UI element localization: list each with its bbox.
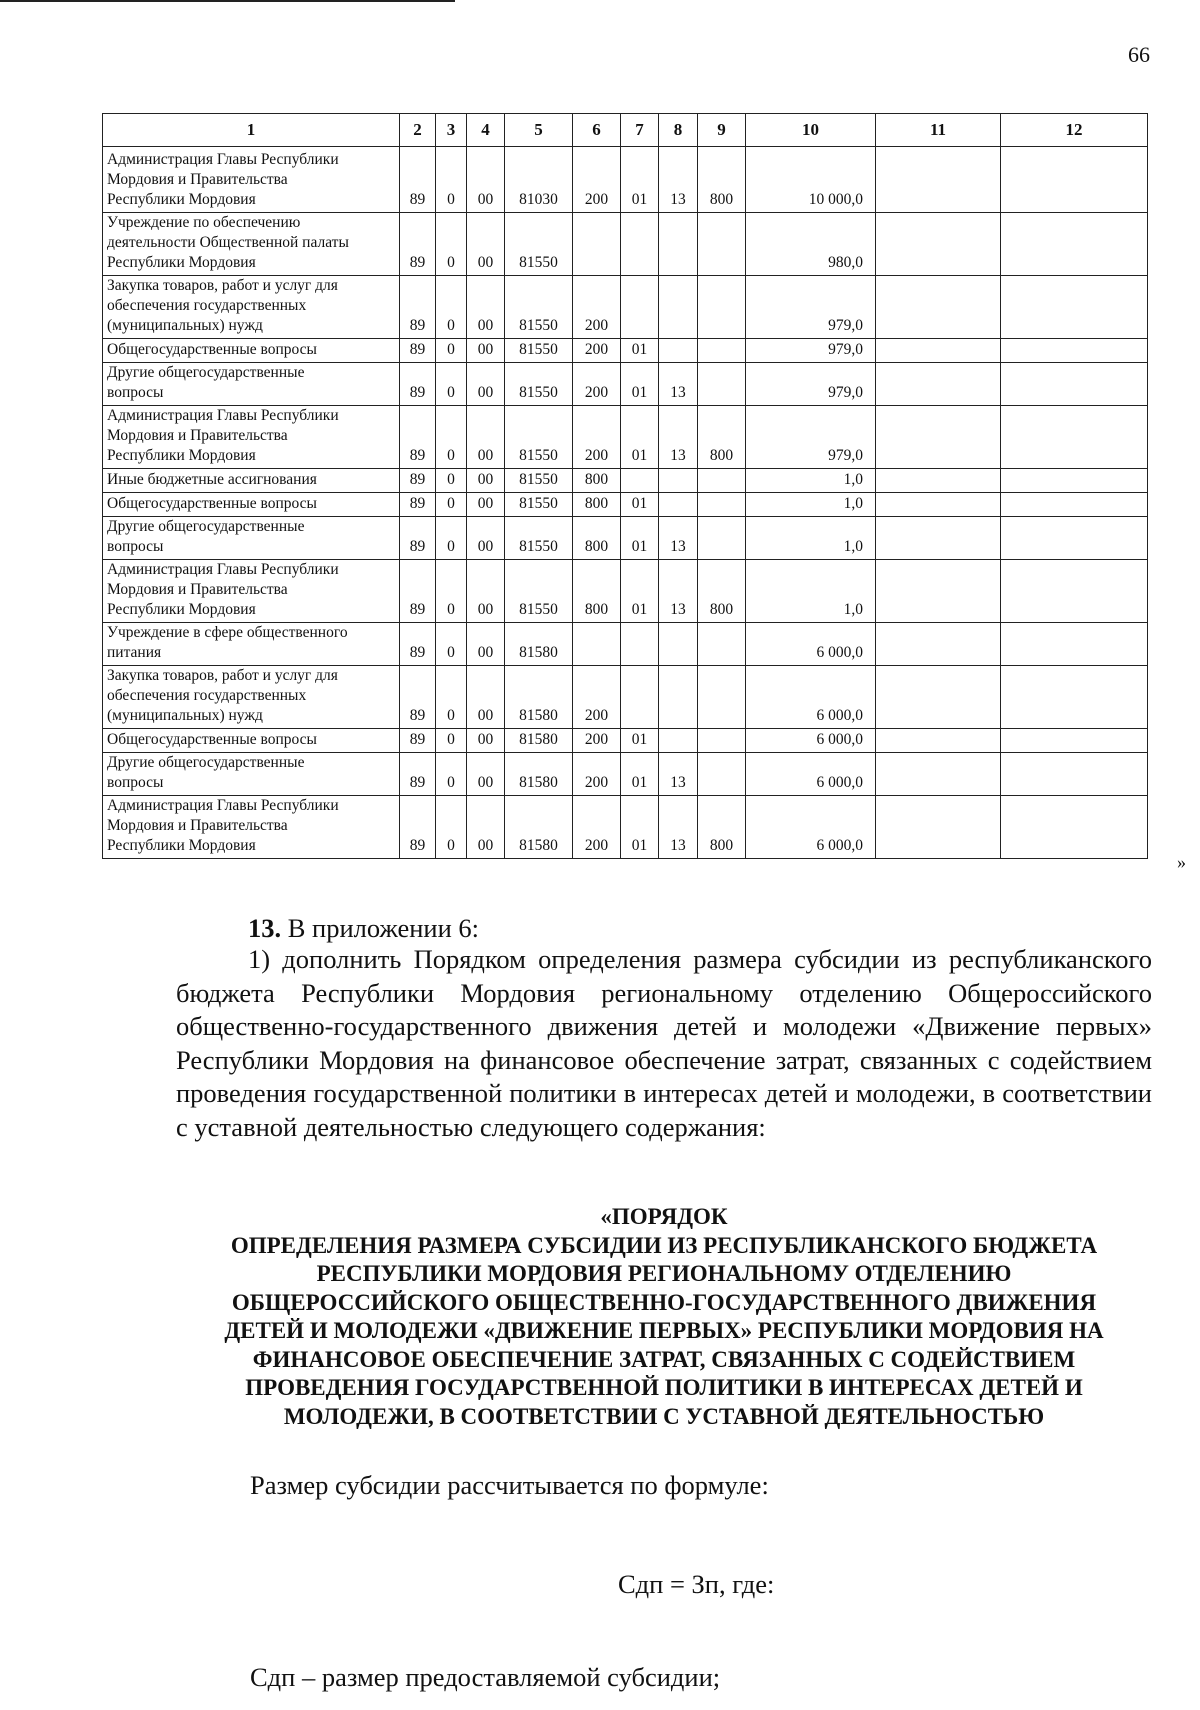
row-name-line: Республики Мордовия (107, 447, 256, 464)
table-body (103, 147, 1148, 859)
cell-c8 (659, 469, 698, 493)
cell-c5: 81580 (505, 729, 573, 753)
table-header-row (103, 114, 1148, 147)
order-title-line: РЕСПУБЛИКИ МОРДОВИЯ РЕГИОНАЛЬНОМУ ОТДЕЛЕНИЮ (316, 1261, 1012, 1286)
cell-c7 (621, 623, 659, 666)
cell-c2: 89 (400, 406, 436, 469)
cell-c4: 00 (467, 796, 505, 859)
cell-c12-empty (1001, 517, 1148, 560)
cell-c6 (573, 623, 621, 666)
row-name-line: Администрация Главы Республики (107, 561, 339, 578)
section-body: 1) дополнить Порядком определения размера субсидии из республиканского бюджета Республики Мордовия региональному отделению Общероссийского общественно-государственного движения детей и молодежи «Движение первых» Республики Мордовия на финансовое обеспечение затрат, связанных с содействием проведения государственной политики в интересах детей и молодежи, в соответствии с уставной деятельностью следующего содержания: (176, 944, 1152, 1142)
order-title-line: ОБЩЕРОССИЙСКОГО ОБЩЕСТВЕННО-ГОСУДАРСТВЕННОГО ДВИЖЕНИЯ (231, 1289, 1097, 1315)
row-name-cell (103, 469, 400, 493)
cell-c7: 01 (621, 147, 659, 213)
cell-c6: 800 (573, 493, 621, 517)
table-row (103, 339, 1148, 363)
cell-c4: 00 (467, 147, 505, 213)
cell-c3: 0 (436, 729, 467, 753)
cell-c5: 81580 (505, 796, 573, 859)
table-row (103, 623, 1148, 666)
cell-c3: 0 (436, 406, 467, 469)
top-border-line (0, 0, 455, 2)
cell-c3: 0 (436, 493, 467, 517)
row-name-line: Общегосударственные вопросы (107, 495, 317, 512)
row-name-line: Администрация Главы Республики (107, 151, 339, 168)
cell-c9: 800 (698, 796, 746, 859)
table-row (103, 796, 1148, 859)
order-title-line: «ПОРЯДОК (600, 1204, 728, 1229)
closing-quote: » (1177, 852, 1186, 872)
formula: Сдп = Зп, где: (618, 1569, 775, 1599)
row-name-line: Республики Мордовия (107, 191, 256, 208)
cell-c2: 89 (400, 276, 436, 339)
cell-c10: 6 000,0 (746, 729, 876, 753)
row-name-line: Мордовия и Правительства (107, 581, 288, 598)
row-name-line: Администрация Главы Республики (107, 797, 339, 814)
cell-c6: 200 (573, 147, 621, 213)
row-name-cell (103, 753, 400, 796)
cell-c6 (573, 213, 621, 276)
row-name-cell (103, 213, 400, 276)
cell-c6: 200 (573, 796, 621, 859)
cell-c10: 1,0 (746, 517, 876, 560)
cell-c7: 01 (621, 560, 659, 623)
order-title (176, 1203, 1152, 1431)
cell-c6: 200 (573, 363, 621, 406)
row-name-line: Республики Мордовия (107, 254, 256, 271)
cell-c11-empty (876, 363, 1001, 406)
cell-c12-empty (1001, 796, 1148, 859)
cell-c11-empty (876, 213, 1001, 276)
row-name-cell (103, 560, 400, 623)
page-number: 66 (1128, 42, 1150, 67)
cell-c7: 01 (621, 517, 659, 560)
cell-c9 (698, 753, 746, 796)
cell-c2: 89 (400, 517, 436, 560)
cell-c7 (621, 213, 659, 276)
row-name-line: обеспечения государственных (107, 297, 307, 314)
cell-c8 (659, 493, 698, 517)
cell-c11-empty (876, 469, 1001, 493)
cell-c4: 00 (467, 363, 505, 406)
cell-c8: 13 (659, 560, 698, 623)
row-name-line: Другие общегосударственные (107, 754, 305, 771)
cell-c5: 81550 (505, 469, 573, 493)
cell-c11-empty (876, 796, 1001, 859)
cell-c9 (698, 666, 746, 729)
cell-c6: 200 (573, 666, 621, 729)
cell-c5: 81550 (505, 493, 573, 517)
table-row (103, 753, 1148, 796)
cell-c9 (698, 623, 746, 666)
cell-c5: 81550 (505, 517, 573, 560)
cell-c10: 1,0 (746, 560, 876, 623)
column-header: 4 (467, 114, 505, 147)
cell-c5: 81550 (505, 339, 573, 363)
row-name-line: Администрация Главы Республики (107, 407, 339, 424)
cell-c12-empty (1001, 339, 1148, 363)
cell-c10: 1,0 (746, 493, 876, 517)
cell-c8: 13 (659, 406, 698, 469)
table-row (103, 213, 1148, 276)
cell-c9 (698, 493, 746, 517)
cell-c3: 0 (436, 796, 467, 859)
cell-c12-empty (1001, 213, 1148, 276)
formula-intro: Размер субсидии рассчитывается по формуле: (250, 1470, 769, 1500)
row-name-line: вопросы (107, 384, 164, 401)
cell-c12-empty (1001, 469, 1148, 493)
cell-c3: 0 (436, 517, 467, 560)
row-name-cell (103, 363, 400, 406)
row-name-line: (муниципальных) нужд (107, 317, 263, 334)
cell-c3: 0 (436, 560, 467, 623)
row-name-cell (103, 406, 400, 469)
row-name-line: Республики Мордовия (107, 837, 256, 854)
section-heading (248, 912, 1200, 946)
cell-c11-empty (876, 729, 1001, 753)
cell-c7: 01 (621, 406, 659, 469)
table-row (103, 666, 1148, 729)
cell-c4: 00 (467, 213, 505, 276)
cell-c8: 13 (659, 517, 698, 560)
cell-c12-empty (1001, 276, 1148, 339)
row-name-line: Общегосударственные вопросы (107, 341, 317, 358)
row-name-line: Республики Мордовия (107, 601, 256, 618)
cell-c2: 89 (400, 560, 436, 623)
row-name-cell (103, 276, 400, 339)
cell-c3: 0 (436, 753, 467, 796)
cell-c2: 89 (400, 666, 436, 729)
cell-c12-empty (1001, 406, 1148, 469)
cell-c7: 01 (621, 339, 659, 363)
cell-c4: 00 (467, 493, 505, 517)
cell-c11-empty (876, 666, 1001, 729)
row-name-line: вопросы (107, 774, 164, 791)
cell-c7 (621, 666, 659, 729)
section-number: 13. (248, 913, 282, 943)
table-row (103, 469, 1148, 493)
row-name-line: Мордовия и Правительства (107, 817, 288, 834)
cell-c4: 00 (467, 666, 505, 729)
cell-c8 (659, 213, 698, 276)
table-row (103, 276, 1148, 339)
cell-c4: 00 (467, 729, 505, 753)
cell-c5: 81550 (505, 406, 573, 469)
cell-c5: 81550 (505, 363, 573, 406)
cell-c3: 0 (436, 363, 467, 406)
cell-c6: 800 (573, 517, 621, 560)
cell-c10: 6 000,0 (746, 753, 876, 796)
cell-c4: 00 (467, 517, 505, 560)
cell-c3: 0 (436, 339, 467, 363)
row-name-cell (103, 623, 400, 666)
row-name-line: Общегосударственные вопросы (107, 731, 317, 748)
cell-c3: 0 (436, 213, 467, 276)
cell-c7: 01 (621, 796, 659, 859)
column-header: 8 (659, 114, 698, 147)
row-name-line: (муниципальных) нужд (107, 707, 263, 724)
cell-c8 (659, 339, 698, 363)
cell-c7: 01 (621, 753, 659, 796)
column-header: 6 (573, 114, 621, 147)
cell-c11-empty (876, 623, 1001, 666)
row-name-cell (103, 796, 400, 859)
row-name-line: обеспечения государственных (107, 687, 307, 704)
cell-c11-empty (876, 560, 1001, 623)
cell-c4: 00 (467, 753, 505, 796)
table-row (103, 363, 1148, 406)
cell-c2: 89 (400, 623, 436, 666)
table-row (103, 406, 1148, 469)
cell-c7: 01 (621, 363, 659, 406)
row-name-line: Мордовия и Правительства (107, 171, 288, 188)
cell-c4: 00 (467, 560, 505, 623)
cell-c11-empty (876, 147, 1001, 213)
cell-c10: 6 000,0 (746, 796, 876, 859)
cell-c10: 1,0 (746, 469, 876, 493)
cell-c8 (659, 729, 698, 753)
column-header: 1 (103, 114, 400, 147)
cell-c11-empty (876, 517, 1001, 560)
row-name-cell (103, 147, 400, 213)
cell-c10: 979,0 (746, 339, 876, 363)
cell-c4: 00 (467, 469, 505, 493)
order-title-line: ФИНАНСОВОЕ ОБЕСПЕЧЕНИЕ ЗАТРАТ, СВЯЗАННЫХ С СОДЕЙСТВИЕМ (252, 1346, 1076, 1372)
cell-c2: 89 (400, 729, 436, 753)
cell-c12-empty (1001, 753, 1148, 796)
cell-c9 (698, 729, 746, 753)
column-header: 2 (400, 114, 436, 147)
cell-c6: 200 (573, 406, 621, 469)
cell-c9 (698, 469, 746, 493)
row-name-cell (103, 517, 400, 560)
row-name-cell (103, 666, 400, 729)
cell-c4: 00 (467, 623, 505, 666)
row-name-line: вопросы (107, 538, 164, 555)
cell-c5: 81030 (505, 147, 573, 213)
column-header: 11 (876, 114, 1001, 147)
order-title-line: ПРОВЕДЕНИЯ ГОСУДАРСТВЕННОЙ ПОЛИТИКИ В ИНТЕРЕСАХ ДЕТЕЙ И (245, 1375, 1083, 1400)
cell-c2: 89 (400, 339, 436, 363)
cell-c12-empty (1001, 729, 1148, 753)
cell-c11-empty (876, 753, 1001, 796)
cell-c2: 89 (400, 796, 436, 859)
order-title-line: ДЕТЕЙ И МОЛОДЕЖИ «ДВИЖЕНИЕ ПЕРВЫХ» РЕСПУБЛИКИ МОРДОВИЯ НА (224, 1318, 1104, 1343)
cell-c12-empty (1001, 666, 1148, 729)
cell-c7 (621, 276, 659, 339)
cell-c6: 200 (573, 339, 621, 363)
cell-c3: 0 (436, 469, 467, 493)
cell-c6: 800 (573, 469, 621, 493)
table-row (103, 147, 1148, 213)
cell-c9: 800 (698, 406, 746, 469)
cell-c5: 81580 (505, 666, 573, 729)
cell-c3: 0 (436, 666, 467, 729)
row-name-cell (103, 729, 400, 753)
cell-c9 (698, 363, 746, 406)
cell-c6: 200 (573, 276, 621, 339)
formula-definition: Сдп – размер предоставляемой субсидии; (250, 1662, 721, 1692)
cell-c5: 81580 (505, 623, 573, 666)
cell-c11-empty (876, 406, 1001, 469)
row-name-line: Закупка товаров, работ и услуг для (107, 277, 338, 294)
cell-c5: 81550 (505, 213, 573, 276)
cell-c10: 6 000,0 (746, 666, 876, 729)
row-name-cell (103, 339, 400, 363)
cell-c7: 01 (621, 493, 659, 517)
column-header: 12 (1001, 114, 1148, 147)
row-name-line: Другие общегосударственные (107, 518, 305, 535)
cell-c2: 89 (400, 147, 436, 213)
row-name-line: Мордовия и Правительства (107, 427, 288, 444)
cell-c7 (621, 469, 659, 493)
cell-c8 (659, 276, 698, 339)
cell-c8: 13 (659, 796, 698, 859)
cell-c2: 89 (400, 753, 436, 796)
cell-c10: 979,0 (746, 363, 876, 406)
row-name-line: Другие общегосударственные (107, 364, 305, 381)
order-title-line: МОЛОДЕЖИ, В СООТВЕТСТВИИ С УСТАВНОЙ ДЕЯТЕЛЬНОСТЬЮ (283, 1403, 1045, 1429)
table-row (103, 517, 1148, 560)
cell-c8 (659, 623, 698, 666)
cell-c10: 980,0 (746, 213, 876, 276)
column-header: 10 (746, 114, 876, 147)
row-name-line: деятельности Общественной палаты (107, 234, 349, 251)
cell-c12-empty (1001, 493, 1148, 517)
cell-c11-empty (876, 276, 1001, 339)
row-name-line: Закупка товаров, работ и услуг для (107, 667, 338, 684)
cell-c8 (659, 666, 698, 729)
cell-c6: 800 (573, 560, 621, 623)
cell-c4: 00 (467, 276, 505, 339)
cell-c6: 200 (573, 729, 621, 753)
cell-c2: 89 (400, 493, 436, 517)
cell-c8: 13 (659, 363, 698, 406)
cell-c5: 81550 (505, 276, 573, 339)
cell-c9 (698, 276, 746, 339)
cell-c3: 0 (436, 147, 467, 213)
cell-c8: 13 (659, 147, 698, 213)
cell-c7: 01 (621, 729, 659, 753)
cell-c6: 200 (573, 753, 621, 796)
table-row (103, 560, 1148, 623)
row-name-line: Учреждение по обеспечению (107, 214, 301, 231)
cell-c12-empty (1001, 623, 1148, 666)
section-heading-text: В приложении 6: (287, 913, 479, 943)
cell-c2: 89 (400, 363, 436, 406)
cell-c12-empty (1001, 560, 1148, 623)
budget-table (102, 113, 1148, 859)
cell-c2: 89 (400, 469, 436, 493)
row-name-line: питания (107, 644, 162, 661)
cell-c9 (698, 517, 746, 560)
cell-c11-empty (876, 493, 1001, 517)
cell-c3: 0 (436, 623, 467, 666)
cell-c9 (698, 213, 746, 276)
cell-c5: 81550 (505, 560, 573, 623)
cell-c5: 81580 (505, 753, 573, 796)
cell-c4: 00 (467, 406, 505, 469)
cell-c3: 0 (436, 276, 467, 339)
cell-c11-empty (876, 339, 1001, 363)
cell-c9: 800 (698, 147, 746, 213)
row-name-line: Иные бюджетные ассигнования (107, 471, 317, 488)
cell-c10: 979,0 (746, 406, 876, 469)
cell-c4: 00 (467, 339, 505, 363)
table-row (103, 729, 1148, 753)
column-header: 9 (698, 114, 746, 147)
cell-c8: 13 (659, 753, 698, 796)
cell-c9: 800 (698, 560, 746, 623)
column-header: 5 (505, 114, 573, 147)
order-title-line: ОПРЕДЕЛЕНИЯ РАЗМЕРА СУБСИДИИ ИЗ РЕСПУБЛИКАНСКОГО БЮДЖЕТА (230, 1232, 1098, 1258)
cell-c2: 89 (400, 213, 436, 276)
cell-c9 (698, 339, 746, 363)
cell-c10: 6 000,0 (746, 623, 876, 666)
cell-c10: 10 000,0 (746, 147, 876, 213)
cell-c12-empty (1001, 147, 1148, 213)
column-header: 7 (621, 114, 659, 147)
cell-c12-empty (1001, 363, 1148, 406)
row-name-cell (103, 493, 400, 517)
cell-c10: 979,0 (746, 276, 876, 339)
row-name-line: Учреждение в сфере общественного (107, 624, 348, 641)
table-row (103, 493, 1148, 517)
column-header: 3 (436, 114, 467, 147)
